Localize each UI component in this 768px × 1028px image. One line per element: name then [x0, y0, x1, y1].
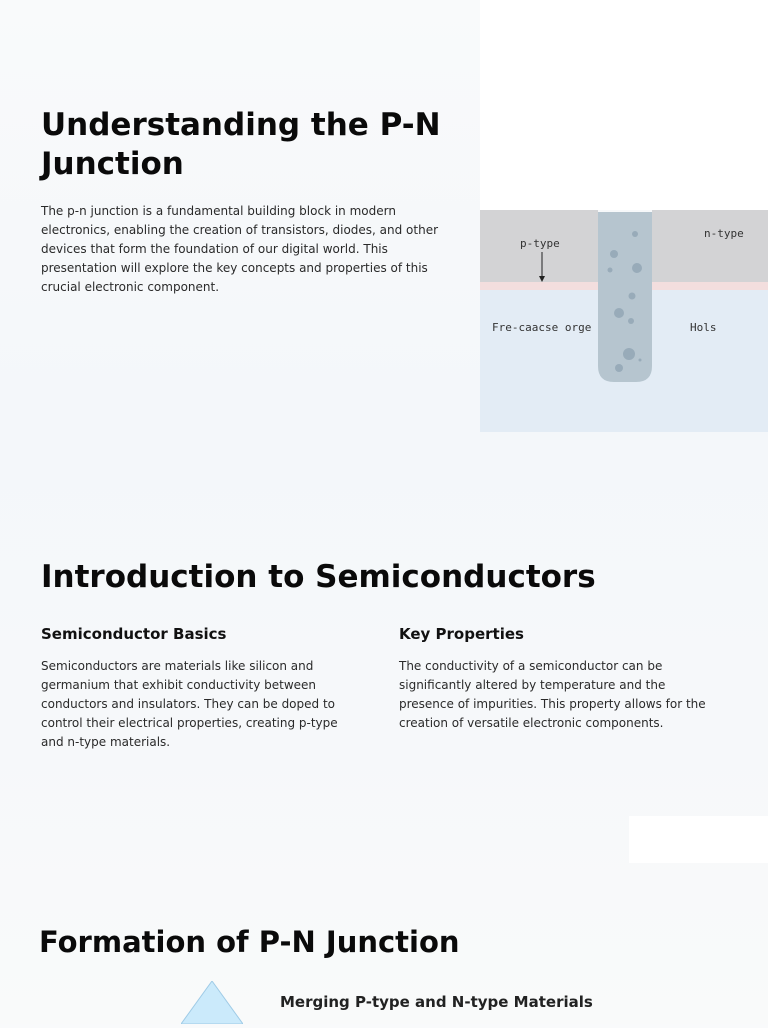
blank-panel	[480, 0, 768, 210]
n-type-label: n-type	[704, 227, 744, 240]
section-title: Introduction to Semiconductors	[41, 559, 596, 595]
left-region-label: Fre-caacse orge	[492, 321, 592, 334]
intro-paragraph: The p-n junction is a fundamental building block in modern electronics, enabling the creation of transistors, diodes, and other devices that form the foundation of our digital world. This presentation will explore the key concepts and properties of this crucial electronic component.	[41, 204, 439, 294]
subsection-heading: Merging P-type and N-type Materials	[280, 993, 593, 1011]
p-type-label: p-type	[520, 237, 560, 250]
n-top-band	[652, 210, 768, 282]
column-heading: Key Properties	[399, 625, 524, 643]
triangle-icon	[181, 981, 243, 1028]
page-title: Understanding the P-N Junction	[41, 107, 441, 182]
column-text: Semiconductors are materials like silicon and germanium that exhibit conductivity between conductors and insulators. They can be doped to control their electrical properties, creating p-type and n-type materials.	[41, 659, 338, 749]
pn-junction-diagram	[480, 210, 768, 432]
right-region-label: Hols	[690, 321, 717, 334]
blank-panel	[629, 816, 768, 863]
section-title: Formation of P-N Junction	[39, 925, 460, 959]
column-text: The conductivity of a semiconductor can be significantly altered by temperature and the presence of impurities. This property allows for the creation of versatile electronic components.	[399, 659, 706, 730]
column-heading: Semiconductor Basics	[41, 625, 227, 643]
